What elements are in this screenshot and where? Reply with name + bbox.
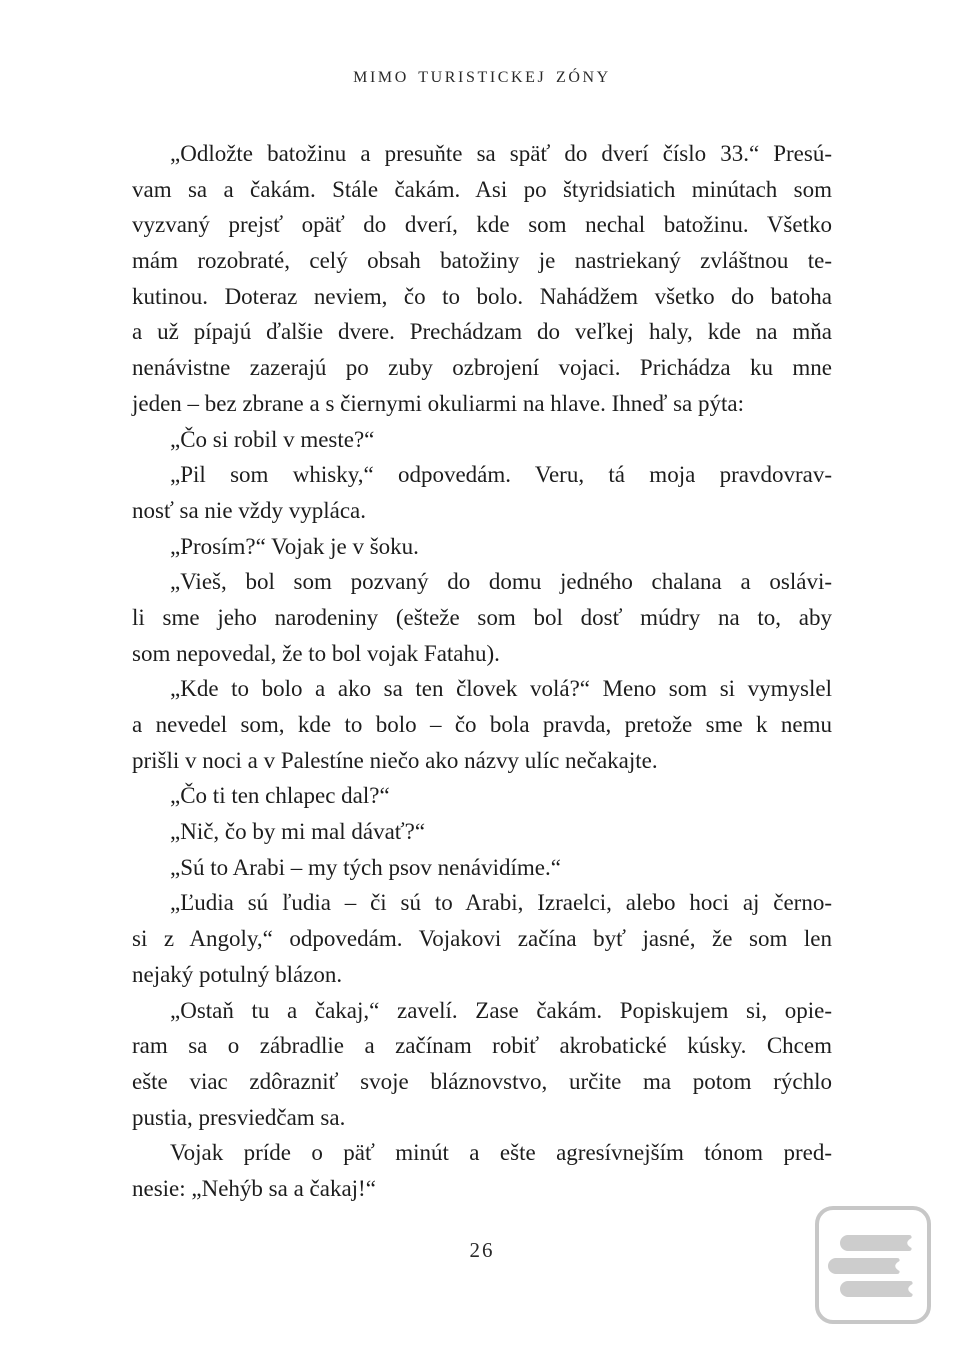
text-line: „Kde to bolo a ako sa ten človek volá?“ Meno som si vymyslel <box>170 676 832 702</box>
text-line: si z Angoly,“ odpovedám. Vojakovi začína byť jasné, že som len <box>132 926 832 952</box>
text-line: „Odložte batožinu a presuňte sa späť do dverí číslo 33.“ Presú- <box>170 141 832 166</box>
text-line: „Čo ti ten chlapec dal?“ <box>170 783 390 809</box>
text-line: jeden – bez zbrane a s čiernymi okuliarmi na hlave. Ihneď sa pýta: <box>132 390 744 416</box>
text-line: prišli v noci a v Palestíne niečo ako názvy ulíc nečakajte. <box>132 747 658 773</box>
paragraph <box>132 850 832 886</box>
text-line: som nepovedal, že to bol vojak Fatahu). <box>132 640 500 666</box>
text-line: nenávistne zazerajú po zuby ozbrojení vojaci. Prichádza ku mne <box>132 355 832 381</box>
paragraph <box>132 814 832 850</box>
paragraph <box>132 671 832 778</box>
text-block <box>132 136 832 1207</box>
running-header: MIMO TURISTICKEJ ZÓNY <box>353 69 611 86</box>
paragraph <box>132 457 832 528</box>
text-line: Vojak príde o päť minút a ešte agresívnejším tónom pred- <box>170 1140 832 1166</box>
paragraph <box>132 422 832 458</box>
text-line: a nevedel som, kde to bolo – čo bola pravda, pretože sme k nemu <box>132 712 832 737</box>
text-line: „Vieš, bol som pozvaný do domu jedného chalana a oslávi- <box>170 569 832 595</box>
text-line: „Nič, čo by mi mal dávať?“ <box>170 819 426 845</box>
text-line: nesie: „Nehýb sa a čakaj!“ <box>132 1175 376 1201</box>
text-line: vam sa a čakám. Stále čakám. Asi po štyridsiatich minútach som <box>132 176 832 202</box>
text-line: pustia, presviedčam sa. <box>132 1104 346 1130</box>
text-line: mám rozobraté, celý obsah batožiny je nastriekaný zvláštnou te- <box>132 248 832 274</box>
paragraph <box>132 885 832 992</box>
book-middle <box>828 1258 900 1274</box>
text-line: nejaký potulný blázon. <box>132 961 343 987</box>
text-line: „Prosím?“ Vojak je v šoku. <box>170 533 419 559</box>
text-line: kutinou. Doteraz neviem, čo to bolo. Nahádžem všetko do batoha <box>132 283 832 309</box>
text-line: vyzvaný prejsť opäť do dverí, kde som nechal batožinu. Všetko <box>132 212 832 238</box>
paragraph <box>132 529 832 565</box>
text-line: „Ľudia sú ľudia – či sú to Arabi, Izraelci, alebo hoci aj černo- <box>170 890 832 916</box>
text-line: a už pípajú ďalšie dvere. Prechádzam do veľkej haly, kde na mňa <box>132 319 832 345</box>
paragraph <box>132 564 832 671</box>
text-line: „Čo si robil v meste?“ <box>170 426 375 452</box>
paragraph <box>132 778 832 814</box>
text-line: ešte viac zdôrazniť svoje bláznovstvo, určite ma potom rýchlo <box>132 1068 832 1094</box>
text-line: nosť sa nie vždy vypláca. <box>132 497 367 523</box>
stacked-books-icon <box>815 1206 931 1324</box>
page-number: 26 <box>469 1238 495 1262</box>
text-line: li sme jeho narodeniny (ešteže som bol dosť múdry na to, aby <box>132 604 832 630</box>
text-line: „Sú to Arabi – my tých psov nenávidíme.“ <box>170 854 561 880</box>
paragraph <box>132 1135 832 1206</box>
paragraph <box>132 993 832 1136</box>
text-line: ram sa o zábradlie a začínam robiť akrobatické kúsky. Chcem <box>132 1033 832 1059</box>
text-line: „Ostaň tu a čakaj,“ zavelí. Zase čakám. Popiskujem si, opie- <box>170 997 832 1023</box>
book-top <box>840 1235 912 1251</box>
book-bottom <box>840 1281 913 1297</box>
paragraph <box>132 136 832 422</box>
text-line: „Pil som whisky,“ odpovedám. Veru, tá moja pravdovrav- <box>170 462 832 488</box>
